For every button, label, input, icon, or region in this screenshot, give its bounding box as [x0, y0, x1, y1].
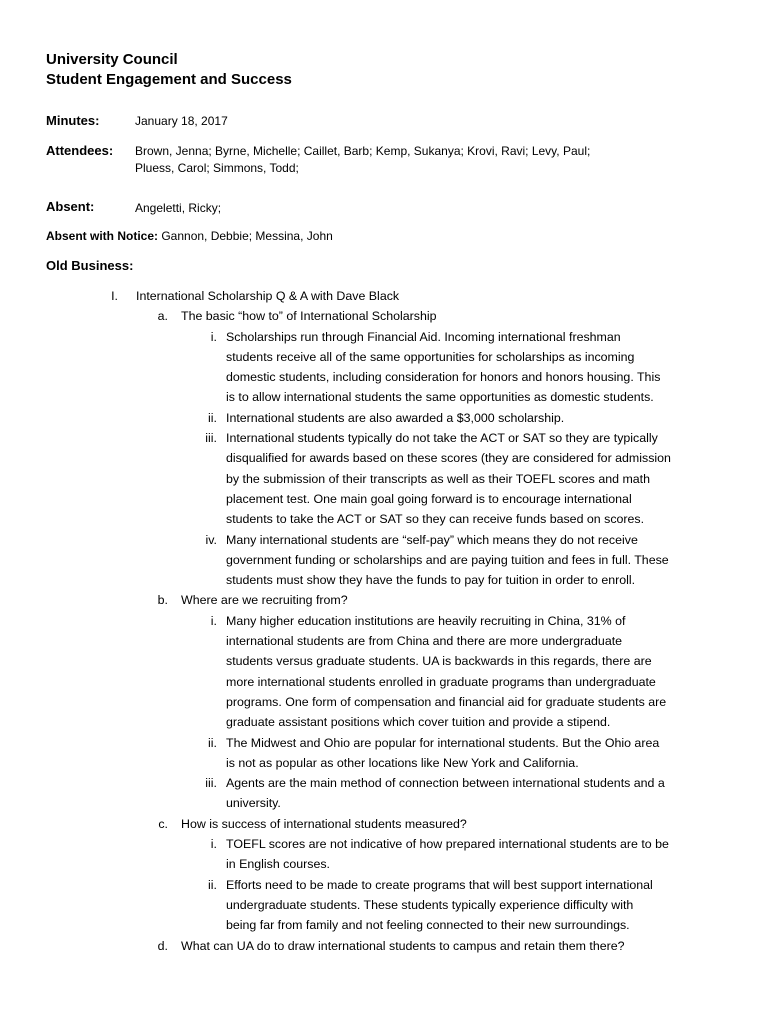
outline-row: [0, 814, 770, 834]
outline-row: [0, 530, 770, 550]
outline-row: [0, 428, 770, 448]
outline-text: Scholarships run through Financial Aid. Incoming international freshman: [226, 329, 621, 344]
outline-text: graduate assistant positions which cover tuition and provide a stipend.: [226, 715, 611, 730]
outline-row: [0, 347, 770, 367]
outline-row: [0, 590, 770, 610]
committee-title: Student Engagement and Success: [46, 71, 292, 88]
outline-text: programs. One form of compensation and financial aid for graduate students are: [226, 694, 667, 709]
outline-number: i.: [210, 329, 217, 344]
outline-text: disqualified for awards based on these scores (they are considered for admission: [226, 451, 671, 466]
outline-row: [0, 408, 770, 428]
outline-row: [0, 895, 770, 915]
absent-label: Absent:: [46, 199, 95, 214]
outline-row: [0, 712, 770, 732]
outline-text: Where are we recruiting from?: [181, 593, 348, 608]
outline-text: Many higher education institutions are heavily recruiting in China, 31% of: [226, 613, 626, 628]
outline-row: [0, 489, 770, 509]
absent-value: Angeletti, Ricky;: [135, 201, 222, 215]
outline-row: [0, 469, 770, 489]
absent-with-notice: [46, 229, 333, 243]
outline-text: The Midwest and Ohio are popular for international students. But the Ohio area: [226, 735, 660, 750]
minutes-date: January 18, 2017: [135, 114, 228, 128]
outline-text: Efforts need to be made to create programs that will best support international: [226, 877, 653, 892]
outline-row: [0, 875, 770, 895]
outline-number: i.: [210, 837, 217, 852]
outline-text: students versus graduate students. UA is backwards in this regards, there are: [226, 654, 652, 669]
outline-text: undergraduate students. These students typically experience difficulty with: [226, 897, 634, 912]
outline-text: International Scholarship Q & A with Dave Black: [136, 289, 400, 303]
absent-notice-value: Gannon, Debbie; Messina, John: [158, 229, 333, 243]
outline-row: [0, 367, 770, 387]
outline-number: I.: [111, 289, 118, 303]
outline-row: [0, 306, 770, 326]
outline-row: [0, 692, 770, 712]
outline-row: [0, 611, 770, 631]
outline-row: [0, 651, 770, 671]
outline-text: Many international students are “self-pay” which means they do not receive: [226, 532, 638, 547]
outline-number: i.: [210, 613, 217, 628]
outline-number: c.: [158, 816, 168, 831]
outline-text: placement test. One main goal going forward is to encourage international: [226, 491, 632, 506]
outline-text: is to allow international students the same opportunities as domestic students.: [226, 390, 654, 405]
minutes-label: Minutes:: [46, 113, 100, 128]
outline-text: students receive all of the same opportunities for scholarships as incoming: [226, 349, 635, 364]
outline-number: ii.: [208, 877, 217, 892]
outline-row: [0, 753, 770, 773]
absent-notice-label: Absent with Notice:: [46, 229, 159, 243]
attendees-line-1: Brown, Jenna; Byrne, Michelle; Caillet, Barb; Kemp, Sukanya; Krovi, Ravi; Levy, Paul;: [135, 144, 591, 158]
old-business-heading: Old Business:: [46, 258, 134, 273]
outline-text: TOEFL scores are not indicative of how prepared international students are to be: [226, 837, 669, 852]
outline-text: is not as popular as other locations like New York and California.: [226, 755, 579, 770]
outline-text: International students typically do not take the ACT or SAT so they are typically: [226, 431, 658, 446]
outline-text: students must show they have the funds to pay for tuition in order to enroll.: [226, 573, 636, 588]
outline-number: ii.: [208, 410, 217, 425]
outline-row: [0, 672, 770, 692]
outline-text: International students are also awarded a $3,000 scholarship.: [226, 410, 565, 425]
council-title: University Council: [46, 51, 178, 68]
outline-number: iv.: [205, 532, 217, 547]
outline-row: [0, 387, 770, 407]
outline-text: in English courses.: [226, 857, 330, 872]
outline-text: by the submission of their transcripts as well as their TOEFL scores and math: [226, 471, 650, 486]
old-business-outline: [0, 286, 770, 956]
outline-row: [0, 834, 770, 854]
outline-text: Agents are the main method of connection between international students and a: [226, 776, 665, 791]
outline-text: international students are from China and there are more undergraduate: [226, 634, 623, 649]
attendees-label: Attendees:: [46, 143, 114, 158]
outline-number: iii.: [205, 431, 217, 446]
outline-row: [0, 448, 770, 468]
outline-number: ii.: [208, 735, 217, 750]
outline-number: a.: [157, 309, 168, 324]
outline-row: [0, 773, 770, 793]
outline-row: [0, 286, 770, 306]
outline-number: iii.: [205, 776, 217, 791]
outline-row: [0, 915, 770, 935]
outline-row: [0, 631, 770, 651]
outline-text: The basic “how to” of International Scholarship: [181, 309, 437, 324]
outline-text: students to take the ACT or SAT so they can receive funds based on scores.: [226, 512, 645, 527]
outline-text: domestic students, including consideration for honors and honors housing. This: [226, 370, 661, 385]
outline-row: [0, 550, 770, 570]
outline-text: government funding or scholarships and are paying tuition and fees in full. These: [226, 552, 669, 567]
outline-row: [0, 793, 770, 813]
outline-row: [0, 327, 770, 347]
outline-row: [0, 936, 770, 956]
outline-row: [0, 509, 770, 529]
outline-number: d.: [157, 938, 168, 953]
outline-text: What can UA do to draw international students to campus and retain them there?: [181, 938, 625, 953]
outline-text: being far from family and not feeling connected to their new surroundings.: [226, 918, 630, 933]
outline-row: [0, 854, 770, 874]
attendees-line-2: Pluess, Carol; Simmons, Todd;: [135, 161, 299, 175]
outline-text: university.: [226, 796, 281, 811]
outline-row: [0, 733, 770, 753]
outline-number: b.: [157, 593, 168, 608]
outline-text: How is success of international students measured?: [181, 816, 467, 831]
outline-text: more international students enrolled in graduate programs than undergraduate: [226, 674, 656, 689]
outline-row: [0, 570, 770, 590]
